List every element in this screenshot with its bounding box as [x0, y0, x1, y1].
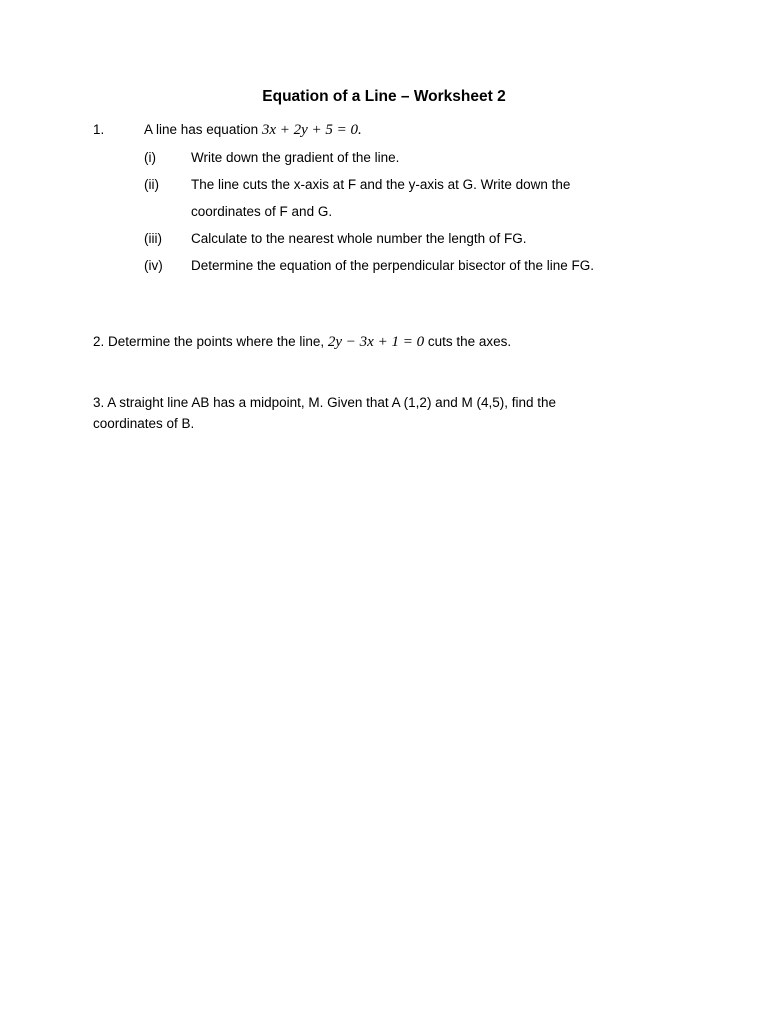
- question-1-stem: [144, 122, 362, 139]
- part-ii-text-continued: coordinates of F and G.: [191, 204, 333, 219]
- part-i-text: Write down the gradient of the line.: [191, 150, 400, 165]
- part-iv-text: Determine the equation of the perpendicular bisector of the line FG.: [191, 258, 594, 273]
- question-2-text-after: cuts the axes.: [424, 334, 512, 349]
- question-3-line-2: coordinates of B.: [93, 416, 195, 431]
- page-title: Equation of a Line – Worksheet 2: [262, 88, 506, 105]
- part-iv-label: (iv): [144, 258, 163, 273]
- question-1-number: 1.: [93, 122, 105, 137]
- part-i-label: (i): [144, 150, 156, 165]
- part-iii-text: Calculate to the nearest whole number the length of FG.: [191, 231, 527, 246]
- question-3-line-1: 3. A straight line AB has a midpoint, M. Given that A (1,2) and M (4,5), find the: [93, 395, 557, 410]
- question-2-text-before: 2. Determine the points where the line,: [93, 334, 328, 349]
- question-1-stem-text: A line has equation: [144, 122, 262, 137]
- question-1-equation: 3x + 2y + 5 = 0.: [261, 122, 362, 138]
- part-ii-label: (ii): [144, 177, 159, 192]
- question-2: [93, 334, 511, 351]
- question-2-equation: 2y − 3x + 1 = 0: [327, 334, 425, 350]
- part-iii-label: (iii): [144, 231, 162, 246]
- part-ii-text: The line cuts the x-axis at F and the y-axis at G. Write down the: [191, 177, 571, 192]
